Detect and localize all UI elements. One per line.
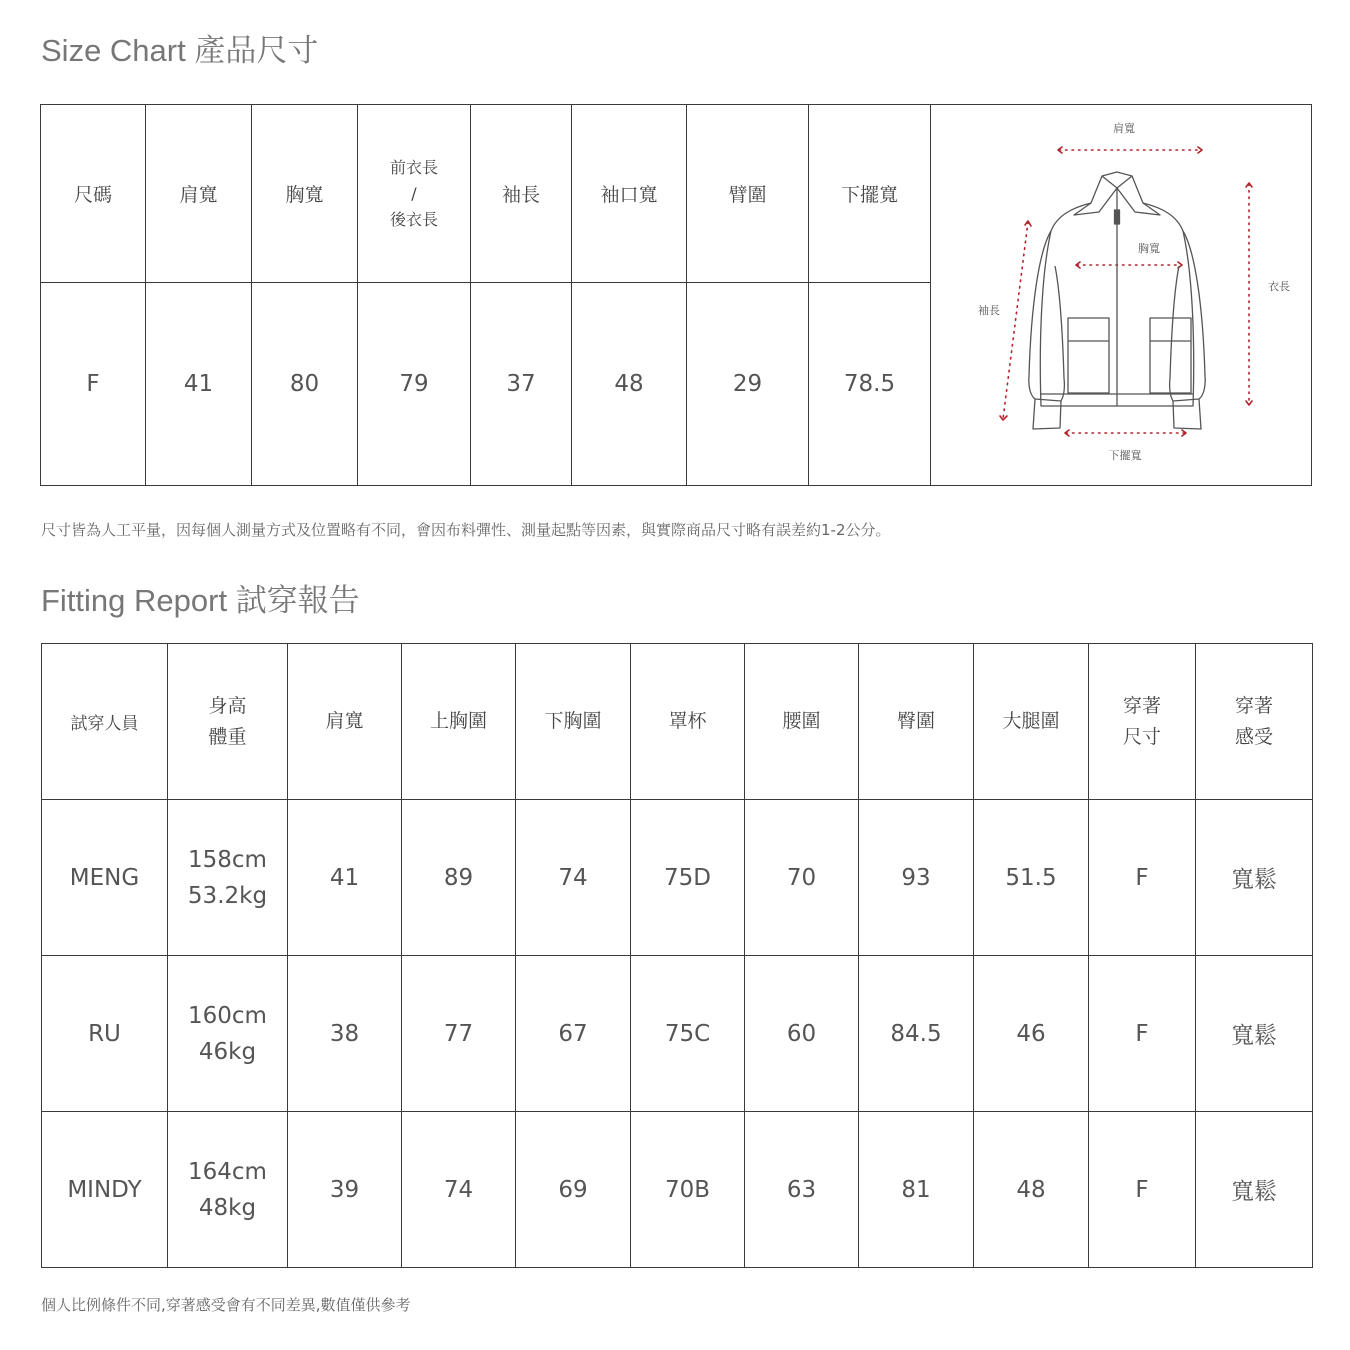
header-fit-feel-line1: 穿著: [1234, 694, 1273, 717]
header-length-sep: /: [411, 183, 417, 203]
header-upper-bust: 上胸圍: [402, 644, 516, 800]
cell-cuff: 48: [572, 283, 687, 486]
cell-cup: 75D: [631, 800, 745, 956]
cell-thigh: 48: [974, 1112, 1089, 1268]
cell-shoulder: 41: [288, 800, 402, 956]
cell-fit-feel: 寬鬆: [1196, 956, 1313, 1112]
fitting-report-note: 個人比例條件不同,穿著感受會有不同差異,數值僅供參考: [41, 1296, 411, 1314]
fitting-report-table: [41, 643, 1313, 1268]
size-chart-title: Size Chart 產品尺寸: [41, 33, 319, 68]
cell-cup: 70B: [631, 1112, 745, 1268]
header-length-back: 後衣長: [389, 209, 438, 229]
cell-worn-size: F: [1089, 800, 1196, 956]
header-length-front: 前衣長: [389, 157, 438, 177]
cell-shoulder: 38: [288, 956, 402, 1112]
cell-height-weight: [168, 956, 288, 1112]
diagram-label-sleeve: 袖長: [978, 303, 1000, 317]
header-waist: 腰圍: [745, 644, 859, 800]
cell-cup: 75C: [631, 956, 745, 1112]
header-height-weight: [168, 644, 288, 800]
cell-upper-bust: 74: [402, 1112, 516, 1268]
jacket-diagram-cell: [931, 105, 1312, 486]
cell-shoulder: 41: [146, 283, 252, 486]
header-thigh: 大腿圍: [974, 644, 1089, 800]
cell-size: F: [41, 283, 146, 486]
cell-upper-bust: 89: [402, 800, 516, 956]
cell-worn-size: F: [1089, 1112, 1196, 1268]
cell-under-bust: 69: [516, 1112, 631, 1268]
jacket-outline: [1029, 172, 1205, 429]
cell-model-name: MINDY: [42, 1112, 168, 1268]
cell-height: 158cm: [188, 846, 267, 873]
sleeve-arrow: [1003, 222, 1028, 419]
header-fit-feel: [1196, 644, 1313, 800]
cell-thigh: 46: [974, 956, 1089, 1112]
jacket-diagram: [931, 106, 1310, 485]
header-model: 試穿人員: [42, 644, 168, 800]
diagram-label-length: 衣長: [1268, 279, 1290, 293]
header-hip: 臀圍: [859, 644, 974, 800]
cell-hip: 93: [859, 800, 974, 956]
header-height: 身高: [208, 694, 247, 717]
cell-waist: 70: [745, 800, 859, 956]
header-size: 尺碼: [41, 105, 146, 283]
table-row: [42, 800, 1313, 956]
size-chart-header-row: [41, 105, 1312, 283]
cell-length: 79: [358, 283, 471, 486]
cell-height: 160cm: [188, 1002, 267, 1029]
diagram-label-chest: 胸寬: [1138, 241, 1160, 255]
table-row: [42, 1112, 1313, 1268]
cell-upper-bust: 77: [402, 956, 516, 1112]
header-under-bust: 下胸圍: [516, 644, 631, 800]
cell-waist: 63: [745, 1112, 859, 1268]
diagram-label-hem: 下擺寬: [1108, 448, 1142, 462]
header-hem: 下擺寬: [809, 105, 931, 283]
header-worn-size-line1: 穿著: [1122, 694, 1161, 717]
cell-model-name: RU: [42, 956, 168, 1112]
header-shoulder: 肩寬: [288, 644, 402, 800]
cell-under-bust: 74: [516, 800, 631, 956]
cell-worn-size: F: [1089, 956, 1196, 1112]
cell-shoulder: 39: [288, 1112, 402, 1268]
fitting-header-row: [42, 644, 1313, 800]
header-weight: 體重: [208, 725, 247, 748]
cell-fit-feel: 寬鬆: [1196, 800, 1313, 956]
header-sleeve: 袖長: [471, 105, 572, 283]
size-chart-table: [40, 104, 1312, 486]
cell-hem: 78.5: [809, 283, 931, 486]
cell-arm: 29: [687, 283, 809, 486]
cell-weight: 48kg: [198, 1194, 257, 1221]
cell-under-bust: 67: [516, 956, 631, 1112]
cell-weight: 46kg: [198, 1038, 257, 1065]
header-arm: 臂圍: [687, 105, 809, 283]
header-worn-size: [1089, 644, 1196, 800]
header-shoulder: 肩寬: [146, 105, 252, 283]
cell-waist: 60: [745, 956, 859, 1112]
fitting-report-title: Fitting Report 試穿報告: [41, 583, 360, 618]
cell-height: 164cm: [188, 1158, 267, 1185]
diagram-label-shoulder: 肩寬: [1113, 121, 1135, 135]
header-worn-size-line2: 尺寸: [1122, 725, 1161, 748]
cell-model-name: MENG: [42, 800, 168, 956]
cell-weight: 53.2kg: [187, 882, 268, 909]
table-row: [42, 956, 1313, 1112]
header-cuff: 袖口寬: [572, 105, 687, 283]
size-chart-note: 尺寸皆為人工平量，因每個人測量方式及位置略有不同，會因布料彈性、測量起點等因素，與實際商品尺寸略有誤差約1-2公分。: [41, 521, 891, 539]
cell-chest: 80: [252, 283, 358, 486]
cell-thigh: 51.5: [974, 800, 1089, 956]
header-length: [358, 105, 471, 283]
cell-height-weight: [168, 1112, 288, 1268]
header-fit-feel-line2: 感受: [1234, 725, 1273, 748]
cell-sleeve: 37: [471, 283, 572, 486]
header-chest: 胸寬: [252, 105, 358, 283]
cell-height-weight: [168, 800, 288, 956]
cell-hip: 81: [859, 1112, 974, 1268]
header-cup: 罩杯: [631, 644, 745, 800]
cell-hip: 84.5: [859, 956, 974, 1112]
cell-fit-feel: 寬鬆: [1196, 1112, 1313, 1268]
